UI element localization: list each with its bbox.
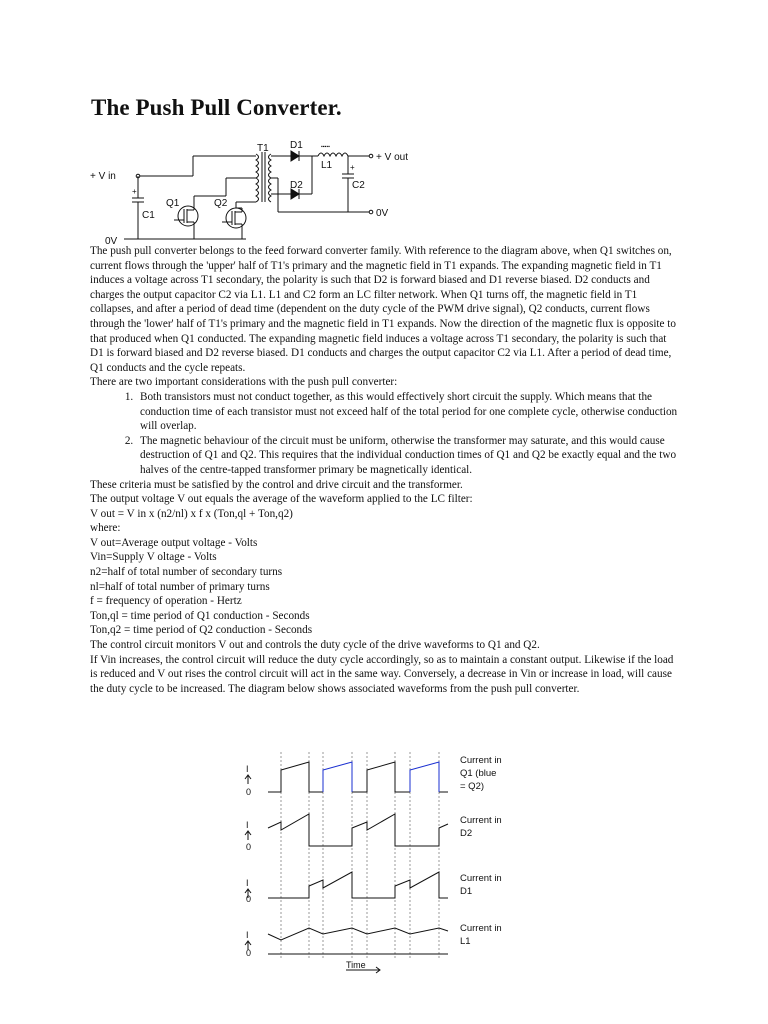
svg-text:+: + xyxy=(132,187,137,196)
svg-text:Q1 (blue: Q1 (blue xyxy=(460,768,497,779)
list-item: 1. Both transistors must not conduct together, as this would effectively short circuit the supply. Which means that the conduction time of each transistor must not exceed half of the total period for one complete cycle, otherwise conduction will overlap. xyxy=(136,390,680,434)
paragraph-output-voltage: The output voltage V out equals the average of the waveform applied to the LC filter: xyxy=(90,493,473,506)
svg-text:D2: D2 xyxy=(460,828,473,839)
paragraph-control: The control circuit monitors V out and controls the duty cycle of the drive waveforms to Q1 and Q2. xyxy=(90,639,540,652)
svg-text:I: I xyxy=(246,930,249,940)
svg-text:Current in: Current in xyxy=(460,873,502,884)
list-item: 2. The magnetic behaviour of the circuit must be uniform, otherwise the transformer may saturate, and this would cause destruction of Q1 and Q2. This requires that the individual conduction times of Q1 and Q2 be exactly equal and the two halves of the centre-tapped transformer primary be magnetically identical. xyxy=(136,434,680,478)
paragraph-criteria: These criteria must be satisfied by the control and drive circuit and the transformer. xyxy=(90,478,463,491)
paragraph-duty-cycle: If Vin increases, the control circuit will reduce the duty cycle accordingly, so as to maintain a constant output. Likewise if the load is reduced and V out rises the control circuit will act in the same way. Conversely, a decrease in Vin or increase in load, will cause the duty cycle to be increased. The diagram below shows associated waveforms from the push pull converter. xyxy=(90,653,674,695)
d2-label: D2 xyxy=(290,180,303,191)
svg-text:0: 0 xyxy=(246,894,252,904)
svg-text:0: 0 xyxy=(246,842,252,852)
t1-label: T1 xyxy=(257,143,269,154)
q2-label: Q2 xyxy=(214,198,228,209)
svg-text:D1: D1 xyxy=(460,886,473,897)
svg-text:Current in: Current in xyxy=(460,755,502,766)
q1-current-trace xyxy=(245,755,502,797)
definition: f = frequency of operation - Hertz xyxy=(90,595,242,608)
l1-current-trace xyxy=(245,923,502,958)
svg-text:Current in: Current in xyxy=(460,815,502,826)
paragraph-operation: The push pull converter belongs to the feed forward converter family. With reference to the diagram above, when Q1 switches on, current flows through the 'upper' half of T1's primary and the magnetic field in T1 expands. The expanding magnetic field in T1 induces a voltage across T1 secondary, the polarity is such that D2 is forward biased and D1 reverse biased. D2 conducts and charges the output capacitor C2 via L1. L1 and C2 form an LC filter network. When Q1 turns off, the magnetic field in T1 collapses, and after a period of dead time (dependent on the duty cycle of the PWM drive signal), Q2 conducts, current flows through the 'lower' half of T1's primary and the magnetic field in T1 expands. Now the direction of the magnetic flux is opposite to that produced when Q1 conducted. The expanding magnetic field induces a voltage across T1 secondary, the polarity is such that D1 is forward biased and D2 reverse biased. D1 conducts and charges the output capacitor C2 via L1. After a period of dead time, Q1 conducts and the cycle repeats. xyxy=(90,245,676,374)
vin-label: + V in xyxy=(90,171,116,182)
paragraph-considerations-intro: There are two important considerations with the push pull converter: xyxy=(90,376,398,389)
svg-text:L1: L1 xyxy=(460,936,471,947)
zero-in-label: 0V xyxy=(105,236,118,247)
svg-text:Current in: Current in xyxy=(460,923,502,934)
definition: n2=half of total number of secondary turns xyxy=(90,566,283,579)
page-title: The Push Pull Converter. xyxy=(91,95,342,120)
svg-text:▪▪▪▪▪: ▪▪▪▪▪ xyxy=(321,144,330,150)
formula: V out = V in x (n2/nl) x f x (Ton,ql + Ton,q2) xyxy=(90,507,293,520)
svg-text:I: I xyxy=(246,878,249,888)
svg-text:= Q2): = Q2) xyxy=(460,781,485,792)
time-axis xyxy=(346,960,380,973)
svg-text:0: 0 xyxy=(246,787,252,797)
definition: nl=half of total number of primary turns xyxy=(90,580,270,593)
d1-current-trace xyxy=(245,872,502,904)
timing-gridlines xyxy=(281,752,439,960)
d1-label: D1 xyxy=(290,140,303,151)
svg-text:I: I xyxy=(246,820,249,830)
svg-text:+: + xyxy=(350,163,355,172)
where-label: where: xyxy=(90,522,121,535)
push-pull-schematic xyxy=(86,136,416,248)
considerations-list xyxy=(90,390,680,478)
article-body xyxy=(90,244,680,696)
svg-text:0: 0 xyxy=(246,948,252,958)
d2-current-trace xyxy=(245,814,502,852)
definition: Vin=Supply V oltage - Volts xyxy=(90,551,217,564)
definition: Ton,ql = time period of Q1 conduction - Seconds xyxy=(90,609,310,622)
svg-text:Time: Time xyxy=(346,960,366,970)
c1-label: C1 xyxy=(142,210,155,221)
waveforms-diagram xyxy=(238,748,528,978)
c2-label: C2 xyxy=(352,180,365,191)
svg-text:I: I xyxy=(246,764,249,774)
definition: Ton,q2 = time period of Q2 conduction - Seconds xyxy=(90,624,313,637)
vout-label: + V out xyxy=(376,152,408,163)
zero-out-label: 0V xyxy=(376,208,389,219)
definition: V out=Average output voltage - Volts xyxy=(90,536,258,549)
l1-label: L1 xyxy=(321,160,333,171)
q1-label: Q1 xyxy=(166,198,180,209)
